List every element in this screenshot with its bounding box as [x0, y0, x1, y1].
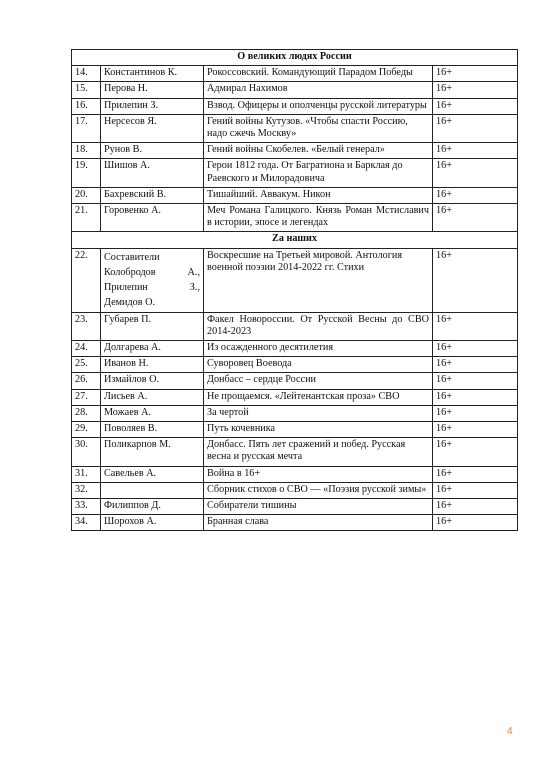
- table-row: [72, 438, 518, 466]
- books-table-body: [72, 50, 518, 531]
- section-title: О великих людях России: [72, 50, 518, 66]
- row-title: Сборник стихов о СВО — «Поэзия русской зимы»: [204, 482, 433, 498]
- row-age-rating: 16+: [433, 482, 518, 498]
- row-title: Факел Новороссии. От Русской Весны до СВО 2014-2023: [204, 312, 433, 340]
- row-number: 28.: [72, 405, 101, 421]
- row-author: Составители Колобродов А., Прилепин З., Демидов О.: [101, 248, 204, 312]
- row-author: Губарев П.: [101, 312, 204, 340]
- row-title: Война в 16+: [204, 466, 433, 482]
- row-number: 32.: [72, 482, 101, 498]
- table-row: [72, 98, 518, 114]
- table-row: [72, 373, 518, 389]
- row-author: Долгарева А.: [101, 341, 204, 357]
- table-row: [72, 159, 518, 187]
- row-title: Гений войны Кутузов. «Чтобы спасти Россию, надо сжечь Москву»: [204, 114, 433, 142]
- table-row: [72, 114, 518, 142]
- row-author: Шишов А.: [101, 159, 204, 187]
- table-row: [72, 66, 518, 82]
- row-age-rating: 16+: [433, 466, 518, 482]
- row-number: 14.: [72, 66, 101, 82]
- row-author: Шорохов А.: [101, 515, 204, 531]
- row-title: Меч Романа Галицкого. Князь Роман Мстиславич в истории, эпосе и легендах: [204, 204, 433, 232]
- row-age-rating: 16+: [433, 515, 518, 531]
- row-age-rating: 16+: [433, 341, 518, 357]
- table-row: [72, 499, 518, 515]
- row-title: За чертой: [204, 405, 433, 421]
- row-author: Рунов В.: [101, 143, 204, 159]
- table-row: [72, 341, 518, 357]
- row-age-rating: 16+: [433, 66, 518, 82]
- row-author: Горовенко А.: [101, 204, 204, 232]
- section-title: Zа наших: [72, 232, 518, 248]
- row-number: 27.: [72, 389, 101, 405]
- row-age-rating: 16+: [433, 187, 518, 203]
- row-title: Суворовец Воевода: [204, 357, 433, 373]
- row-author: Прилепин З.: [101, 98, 204, 114]
- row-author: Иванов Н.: [101, 357, 204, 373]
- row-title: Бранная слава: [204, 515, 433, 531]
- row-number: 17.: [72, 114, 101, 142]
- row-age-rating: 16+: [433, 438, 518, 466]
- row-author: Поликарпов М.: [101, 438, 204, 466]
- row-title: Донбасс. Пять лет сражений и побед. Русская весна и русская мечта: [204, 438, 433, 466]
- table-row: [72, 515, 518, 531]
- row-age-rating: 16+: [433, 114, 518, 142]
- row-author: Измайлов О.: [101, 373, 204, 389]
- row-author: Можаев А.: [101, 405, 204, 421]
- row-age-rating: 16+: [433, 98, 518, 114]
- row-age-rating: 16+: [433, 204, 518, 232]
- row-title: Донбасс – сердце России: [204, 373, 433, 389]
- row-number: 24.: [72, 341, 101, 357]
- table-row: [72, 357, 518, 373]
- table-row: [72, 422, 518, 438]
- row-title: Путь кочевника: [204, 422, 433, 438]
- row-number: 22.: [72, 248, 101, 312]
- table-row: [72, 82, 518, 98]
- row-number: 26.: [72, 373, 101, 389]
- row-number: 16.: [72, 98, 101, 114]
- row-number: 15.: [72, 82, 101, 98]
- page-number: 4: [507, 726, 513, 737]
- row-author: Савельев А.: [101, 466, 204, 482]
- row-number: 29.: [72, 422, 101, 438]
- row-age-rating: 16+: [433, 499, 518, 515]
- row-number: 25.: [72, 357, 101, 373]
- row-author: Бахревский В.: [101, 187, 204, 203]
- row-number: 33.: [72, 499, 101, 515]
- section-header-row: [72, 232, 518, 248]
- row-title: Герои 1812 года. От Багратиона и Барклая до Раевского и Милорадовича: [204, 159, 433, 187]
- row-age-rating: 16+: [433, 422, 518, 438]
- row-age-rating: 16+: [433, 357, 518, 373]
- row-age-rating: 16+: [433, 248, 518, 312]
- row-author: Нерсесов Я.: [101, 114, 204, 142]
- row-author: Перова Н.: [101, 82, 204, 98]
- row-author: Поволяев В.: [101, 422, 204, 438]
- row-age-rating: 16+: [433, 82, 518, 98]
- table-row: [72, 482, 518, 498]
- row-number: 30.: [72, 438, 101, 466]
- table-row: [72, 389, 518, 405]
- row-author: Константинов К.: [101, 66, 204, 82]
- row-title: Собиратели тишины: [204, 499, 433, 515]
- row-number: 31.: [72, 466, 101, 482]
- table-row: [72, 405, 518, 421]
- row-author: Филиппов Д.: [101, 499, 204, 515]
- row-age-rating: 16+: [433, 143, 518, 159]
- row-number: 21.: [72, 204, 101, 232]
- table-row: [72, 312, 518, 340]
- table-row: [72, 466, 518, 482]
- row-age-rating: 16+: [433, 373, 518, 389]
- row-author: Лисьев А.: [101, 389, 204, 405]
- row-number: 20.: [72, 187, 101, 203]
- table-row: [72, 204, 518, 232]
- row-number: 23.: [72, 312, 101, 340]
- row-title: Гений войны Скобелев. «Белый генерал»: [204, 143, 433, 159]
- table-row: [72, 248, 518, 312]
- row-number: 34.: [72, 515, 101, 531]
- row-title: Тишайший. Аввакум. Никон: [204, 187, 433, 203]
- table-row: [72, 187, 518, 203]
- row-title: Из осажденного десятилетия: [204, 341, 433, 357]
- section-header-row: [72, 50, 518, 66]
- row-age-rating: 16+: [433, 389, 518, 405]
- row-title: Взвод. Офицеры и ополченцы русской литературы: [204, 98, 433, 114]
- row-age-rating: 16+: [433, 405, 518, 421]
- table-row: [72, 143, 518, 159]
- row-title: Адмирал Нахимов: [204, 82, 433, 98]
- row-title: Не прощаемся. «Лейтенантская проза» СВО: [204, 389, 433, 405]
- row-number: 19.: [72, 159, 101, 187]
- row-author: [101, 482, 204, 498]
- row-title: Воскресшие на Третьей мировой. Антология военной поэзии 2014-2022 гг. Стихи: [204, 248, 433, 312]
- row-number: 18.: [72, 143, 101, 159]
- row-title: Рокоссовский. Командующий Парадом Победы: [204, 66, 433, 82]
- books-table: [71, 49, 518, 531]
- row-age-rating: 16+: [433, 159, 518, 187]
- row-age-rating: 16+: [433, 312, 518, 340]
